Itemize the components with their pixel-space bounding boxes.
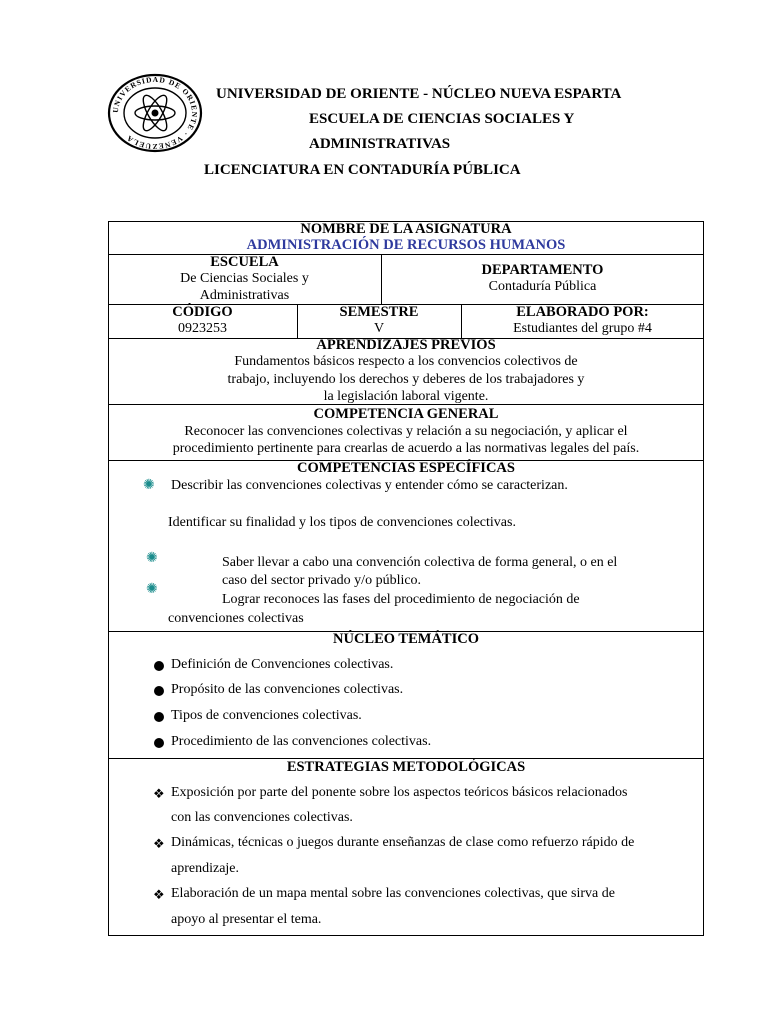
course-name-label: NOMBRE DE LA ASIGNATURA — [300, 221, 512, 237]
prior-learning-line: trabajo, incluyendo los derechos y deberes de los trabajadores y — [227, 372, 585, 387]
dot-bullet-icon — [154, 712, 164, 722]
strategy-item-cont: apoyo al presentar el tema. — [171, 912, 322, 927]
dot-bullet-icon — [154, 661, 164, 671]
nucleus-item: Tipos de convenciones colectivas. — [171, 708, 362, 723]
school-name-line2: ADMINISTRATIVAS — [309, 136, 451, 152]
strategy-item-cont: aprendizaje. — [171, 861, 240, 876]
school-name-line1: ESCUELA DE CIENCIAS SOCIALES Y — [309, 111, 575, 127]
star-bullet-icon: ✺ — [143, 478, 155, 493]
department-value: Contaduría Pública — [488, 279, 597, 294]
dot-bullet-icon — [154, 686, 164, 696]
department-label: DEPARTAMENTO — [481, 262, 604, 278]
semester-label: SEMESTRE — [339, 304, 419, 320]
star-bullet-icon: ✺ — [146, 551, 158, 566]
strategies-label: ESTRATEGIAS METODOLÓGICAS — [286, 759, 526, 775]
thematic-nucleus-label: NÚCLEO TEMÁTICO — [333, 631, 479, 647]
general-competence-label: COMPETENCIA GENERAL — [313, 406, 499, 422]
specific-item: Saber llevar a cabo una convención colectiva de forma general, o en el — [222, 555, 618, 570]
strategy-item: Elaboración de un mapa mental sobre las convenciones colectivas, que sirva de — [171, 886, 615, 901]
university-name: UNIVERSIDAD DE ORIENTE - NÚCLEO NUEVA ESPARTA — [216, 86, 622, 102]
specific-item-cont: convenciones colectivas — [168, 611, 304, 626]
program-name: LICENCIATURA EN CONTADURÍA PÚBLICA — [204, 162, 521, 178]
school-value-line2: Administrativas — [199, 288, 290, 303]
star-bullet-icon: ✺ — [146, 582, 158, 597]
code-value: 0923253 — [178, 321, 227, 336]
general-competence-line: procedimiento pertinente para crearlas de acuerdo a las normativas legales del país. — [172, 441, 640, 456]
author-value: Estudiantes del grupo #4 — [513, 321, 652, 336]
prior-learning-line: la legislación laboral vigente. — [323, 389, 489, 404]
nucleus-item: Definición de Convenciones colectivas. — [171, 657, 394, 672]
strategy-item: Dinámicas, técnicas o juegos durante enseñanzas de clase como refuerzo rápido de — [171, 835, 635, 850]
specific-item: Describir las convenciones colectivas y entender cómo se caracterizan. — [171, 478, 568, 493]
general-competence-line: Reconocer las convenciones colectivas y relación a su negociación, y aplicar el — [184, 424, 628, 439]
diamond-bullet-icon: ❖ — [153, 887, 165, 902]
strategy-item: Exposición por parte del ponente sobre los aspectos teóricos básicos relacionados — [171, 785, 628, 800]
prior-learning-label: APRENDIZAJES PREVIOS — [316, 337, 496, 353]
specific-item: Identificar su finalidad y los tipos de convenciones colectivas. — [168, 515, 516, 530]
semester-value: V — [373, 321, 385, 336]
seal-text: UNIVERSIDAD DE ORIENTE · VENEZUELA — [110, 74, 200, 152]
nucleus-item: Procedimiento de las convenciones colectivas. — [171, 734, 432, 749]
dot-bullet-icon — [154, 738, 164, 748]
diamond-bullet-icon: ❖ — [153, 786, 165, 801]
school-label: ESCUELA — [210, 254, 279, 270]
school-value-line1: De Ciencias Sociales y — [180, 271, 309, 286]
university-seal-icon — [106, 72, 204, 154]
specific-item: Lograr reconoces las fases del procedimiento de negociación de — [222, 592, 580, 607]
nucleus-item: Propósito de las convenciones colectivas. — [171, 682, 404, 697]
author-label: ELABORADO POR: — [516, 304, 649, 320]
code-label: CÓDIGO — [172, 304, 233, 320]
specific-competences-label: COMPETENCIAS ESPECÍFICAS — [297, 460, 515, 476]
prior-learning-line: Fundamentos básicos respecto a los convencios colectivos de — [234, 354, 578, 369]
specific-item-cont: caso del sector privado y/o público. — [222, 573, 422, 588]
diamond-bullet-icon: ❖ — [153, 836, 165, 851]
strategy-item-cont: con las convenciones colectivas. — [171, 810, 353, 825]
course-name-value: ADMINISTRACIÓN DE RECURSOS HUMANOS — [246, 237, 566, 253]
